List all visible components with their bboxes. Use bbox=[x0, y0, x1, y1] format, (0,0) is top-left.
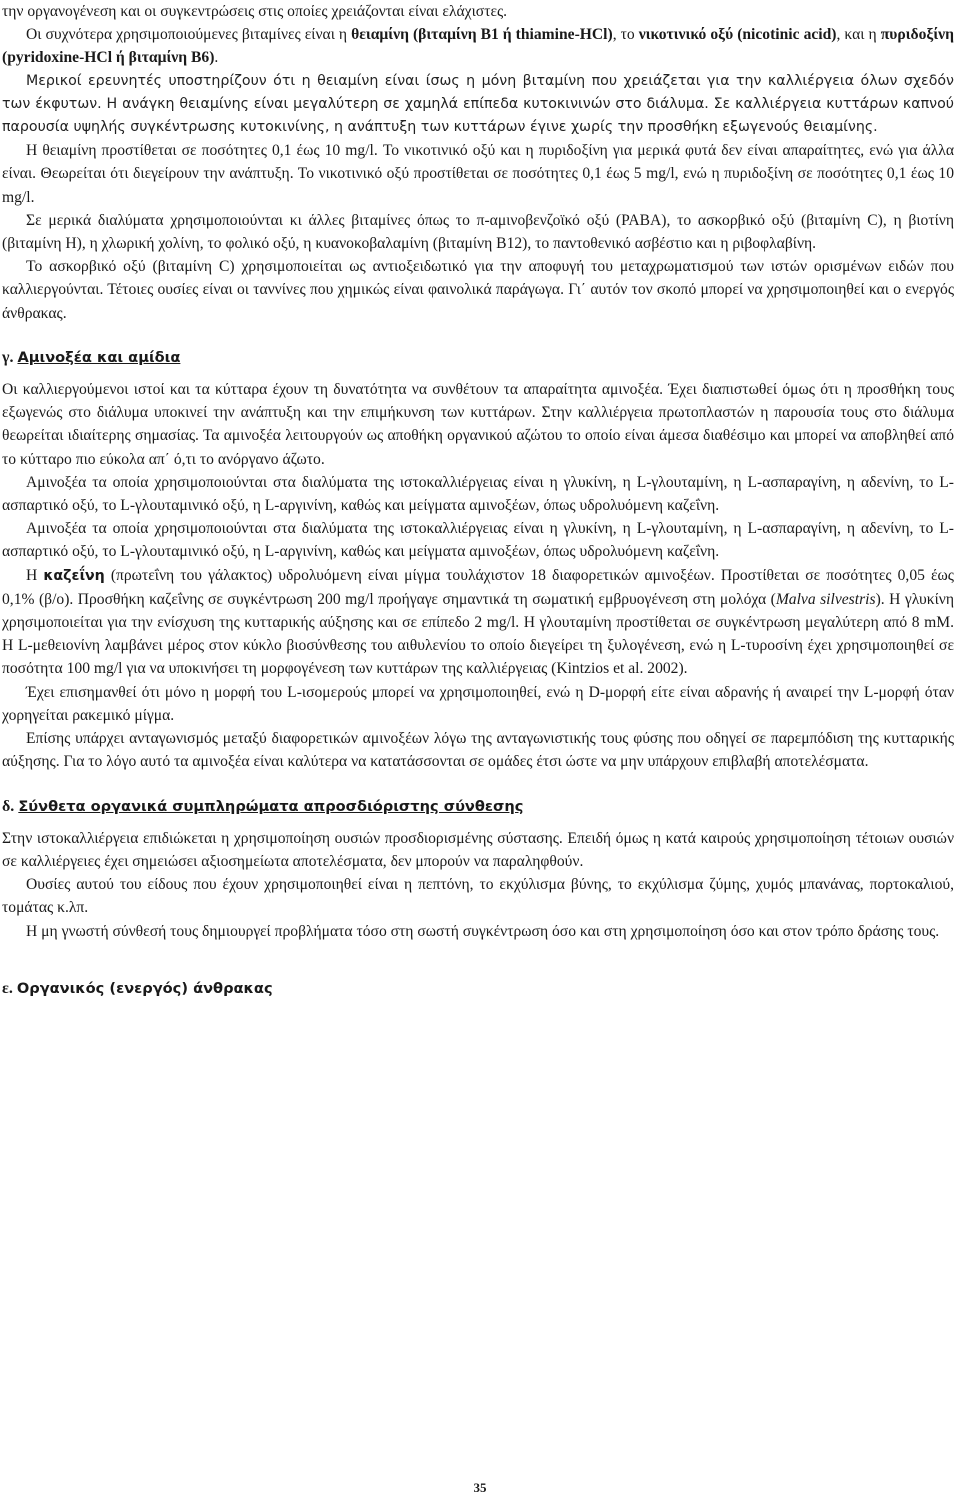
paragraph-ascorbic-acid: Το ασκορβικό οξύ (βιταμίνη C) χρησιμοποιείται ως αντιοξειδωτικό για την αποφυγή του μεταχρωματισμού των ιστών ορισμένων ειδών που καλλιεργούνται. Τέτοιες ουσίες είναι οι ταννίνες που χημικώς είναι φαινολικά παράγωγα. Γι΄ αυτόν τον σκοπό μπορεί να χρησιμοποιηθεί και ο ενεργός άνθρακας. bbox=[2, 258, 954, 322]
paragraph-continuation: την οργανογένεση και οι συγκεντρώσεις στις οποίες χρειάζονται είναι ελάχιστες. bbox=[2, 3, 508, 20]
paragraph-vitamin-quantities: Η θειαμίνη προστίθεται σε ποσότητες 0,1 έως 10 mg/l. Το νικοτινικό οξύ και η πυριδοξίνη για μερικά φυτά δεν είναι απαραίτητες, ενώ για άλλα είναι. Θεωρείται ότι διεγείρουν την ανάπτυξη. Το νικοτινικό οξύ προστίθεται σε ποσότητες 0,1 έως 5 mg/l, ενώ η πυριδοξίνη σε ποσότητες 0,1 έως 10 mg/l. bbox=[2, 142, 954, 206]
section-title: Οργανικός (ενεργός) άνθρακας bbox=[16, 979, 273, 997]
section-letter: γ. bbox=[2, 348, 14, 366]
paragraph-amino-acids-list-1: Αμινοξέα τα οποία χρησιμοποιούνται στα διαλύματα της ιστοκαλλιέργειας είναι η γλυκίνη, η L-γλουταμίνη, η L-ασπαραγίνη, η αδενίνη, το L-ασπαρτικό οξύ, το L-γλουταμινικό οξύ, η L-αργινίνη, καθώς και μείγματα αμινοξέων, όπως υδρολυόμενη καζεΐνη. bbox=[2, 473, 954, 515]
paragraph-supplements-intro: Στην ιστοκαλλιέργεια επιδιώκεται η χρησιμοποίηση ουσιών προσδιορισμένης σύστασης. Επειδή όμως η κατά καιρούς χρησιμοποίηση τέτοιων ουσιών σε καλλιέργειες έχει σημειώσει αξιοσημείωτα αποτελέσματα, δεν μπορούν να παραληφθούν. bbox=[2, 829, 954, 870]
term-casein: καζεΐνη bbox=[43, 567, 105, 584]
section-title: Σύνθετα οργανικά συμπληρώματα απροσδιόριστης σύνθεσης bbox=[18, 797, 524, 815]
paragraph-amino-acids-list-2: Αμινοξέα τα οποία χρησιμοποιούνται στα διαλύματα της ιστοκαλλιέργειας είναι η γλυκίνη, η L-γλουταμίνη, η L-ασπαραγίνη, η αδενίνη, το L-ασπαρτικό οξύ, το L-γλουταμινικό οξύ, η L-αργινίνη, καθώς και μείγματα αμινοξέων, όπως υδρολυόμενη καζεΐνη. bbox=[2, 520, 954, 561]
text-run: Η ανάγκη θειαμίνης είναι μεγαλύτερη σε χαμηλά επίπεδα κυτοκινινών στο διάλυμα. bbox=[101, 95, 709, 112]
text-run: Μερικοί ερευνητές υποστηρίζουν ότι η θειαμίνη είναι ίσως η μόνη βιταμίνη που χρειάζεται για την καλλιέργεια όλων σχεδόν των έκφυτων. bbox=[2, 72, 954, 112]
section-heading-amino-acids bbox=[2, 346, 954, 369]
text-run: Οι συχνότερα χρησιμοποιούμενες βιταμίνες είναι η bbox=[26, 26, 352, 44]
text-run: . bbox=[214, 49, 219, 67]
text-run: , και η bbox=[836, 26, 881, 44]
section-heading-activated-carbon bbox=[2, 977, 954, 1000]
paragraph-competition: Επίσης υπάρχει ανταγωνισμός μεταξύ διαφορετικών αμινοξέων λόγω της ανταγωνιστικής τους φύσης που οδηγεί σε παρεμπόδιση της κυτταρικής αύξησης. Για το λόγο αυτό τα αμινοξέα είναι καλύτερα να κατατάσσονται σε ομάδες έτσι ώστε να μην υπάρχουν επιβλαβή αποτελέσματα. bbox=[2, 730, 954, 771]
text-run: , το bbox=[612, 26, 639, 44]
term-nicotinic-acid: νικοτινικό οξύ (nicotinic acid) bbox=[638, 26, 837, 44]
species-name: Malva silvestris bbox=[775, 590, 876, 608]
term-thiamine: θειαμίνη (βιταμίνη Β1 ή thiamine-HCl) bbox=[351, 26, 613, 44]
paragraph-casein bbox=[2, 564, 954, 681]
text-run: Σε καλλιέργεια κυττάρων καπνού παρουσία υψηλής συγκέντρωσης κυτοκινίνης, η ανάπτυξη των κυττάρων έγινε χωρίς την προσθήκη εξωγενούς θειαμίνης. bbox=[2, 95, 954, 136]
paragraph-amino-acids-intro: Οι καλλιεργούμενοι ιστοί και τα κύτταρα έχουν τη δυνατότητα να συνθέτουν τα απαραίτητα αμινοξέα. Έχει διαπιστωθεί όμως ότι η προσθήκη τους εξωγενώς στο διάλυμα υποκινεί την ανάπτυξη και την επιμήκυνση των κυττάρων. Στην καλλιέργεια πρωτοπλαστών η παρουσία τους στο διάλυμα θεωρείται ιδιαίτερης σημασίας. Τα αμινοξέα λειτουργούν ως αποθήκη οργανικού αζώτου το οποίο είναι άμεσα διαθέσιμο και μπορεί να αποβληθεί από το κύτταρο πιο εύκολα απ΄ ό,τι το ανόργανο άζωτο. bbox=[2, 381, 954, 468]
paragraph-thiamine-research bbox=[2, 70, 954, 140]
section-letter: δ. bbox=[2, 797, 15, 815]
section-letter: ε. bbox=[2, 979, 13, 997]
text-run: Η bbox=[26, 566, 44, 584]
paragraph-other-vitamins: Σε μερικά διαλύματα χρησιμοποιούνται κι άλλες βιταμίνες όπως το π-αμινοβενζοϊκό οξύ (PABA), το ασκορβικό οξύ (βιταμίνη C), η βιοτίνη (βιταμίνη Η), η χλωρική χολίνη, το φολικό οξύ, η κυανοκοβαλαμίνη (βιταμίνη Β12), το παντοθενικό ασβέστιο και η ριβοφλαβίνη. bbox=[2, 211, 954, 253]
text-run: ). Η γλυκίνη χρησιμοποιείται για την ενίσχυση της κυτταρικής αύξησης και σε επίπεδο 2 mg/l. Η γλουταμίνη προστίθεται σε συγκέντρωση μεγαλύτερη από 8 mM. Η L-μεθειονίνη λαμβάνει μέρος στον κύκλο βιοσύνθεσης του αιθυλενίου το οποίο διεγείρει τη ξυλογένεση, ενώ η L-τυροσίνη έχει χρησιμοποιηθεί σε ποσότητα 100 mg/l για να υποκινήσει τη μορφογένεση των κυττάρων της καλλιέργειας (Kintzios et al. 2002). bbox=[2, 590, 954, 678]
paragraph-supplements-problems: Η μη γνωστή σύνθεσή τους δημιουργεί προβλήματα τόσο στη σωστή συγκέντρωση όσο και στη χρησιμοποίηση όσο και στον τρόπο δράσης τους. bbox=[26, 922, 940, 940]
paragraph-supplements-examples: Ουσίες αυτού του είδους που έχουν χρησιμοποιηθεί είναι η πεπτόνη, το εκχύλισμα βύνης, το εκχύλισμα ζύμης, χυμός μπανάνας, πορτοκαλιού, τομάτας κ.λπ. bbox=[2, 876, 954, 917]
page-number: 35 bbox=[473, 1480, 487, 1495]
text-run: (πρωτεΐνη του γάλακτος) υδρολυόμενη είναι μίγμα τουλάχιστον 18 διαφορετικών αμινοξέων. Προστίθεται σε ποσότητες 0,05 έως 0,1% (β/ο). Προσθήκη καζεΐνης σε συγκέντρωση 200 mg/l προήγαγε σημαντικά τη σωματική εμβρυογένεση στη μολόχα ( bbox=[2, 566, 954, 608]
paragraph-isomers: Έχει επισημανθεί ότι μόνο η μορφή του L-ισομερούς μπορεί να χρησιμοποιηθεί, ενώ η D-μορφή είτε είναι αδρανής ή αναιρεί την L-μορφή όταν χορηγείται ρακεμικό μίγμα. bbox=[2, 683, 954, 724]
section-title: Αμινοξέα και αμίδια bbox=[17, 348, 181, 366]
paragraph-vitamins-intro bbox=[2, 23, 954, 69]
section-heading-organic-supplements bbox=[2, 795, 954, 818]
term-pyridoxine: πυριδοξίνη (pyridoxine-HCl ή βιταμίνη Β6) bbox=[2, 26, 955, 67]
